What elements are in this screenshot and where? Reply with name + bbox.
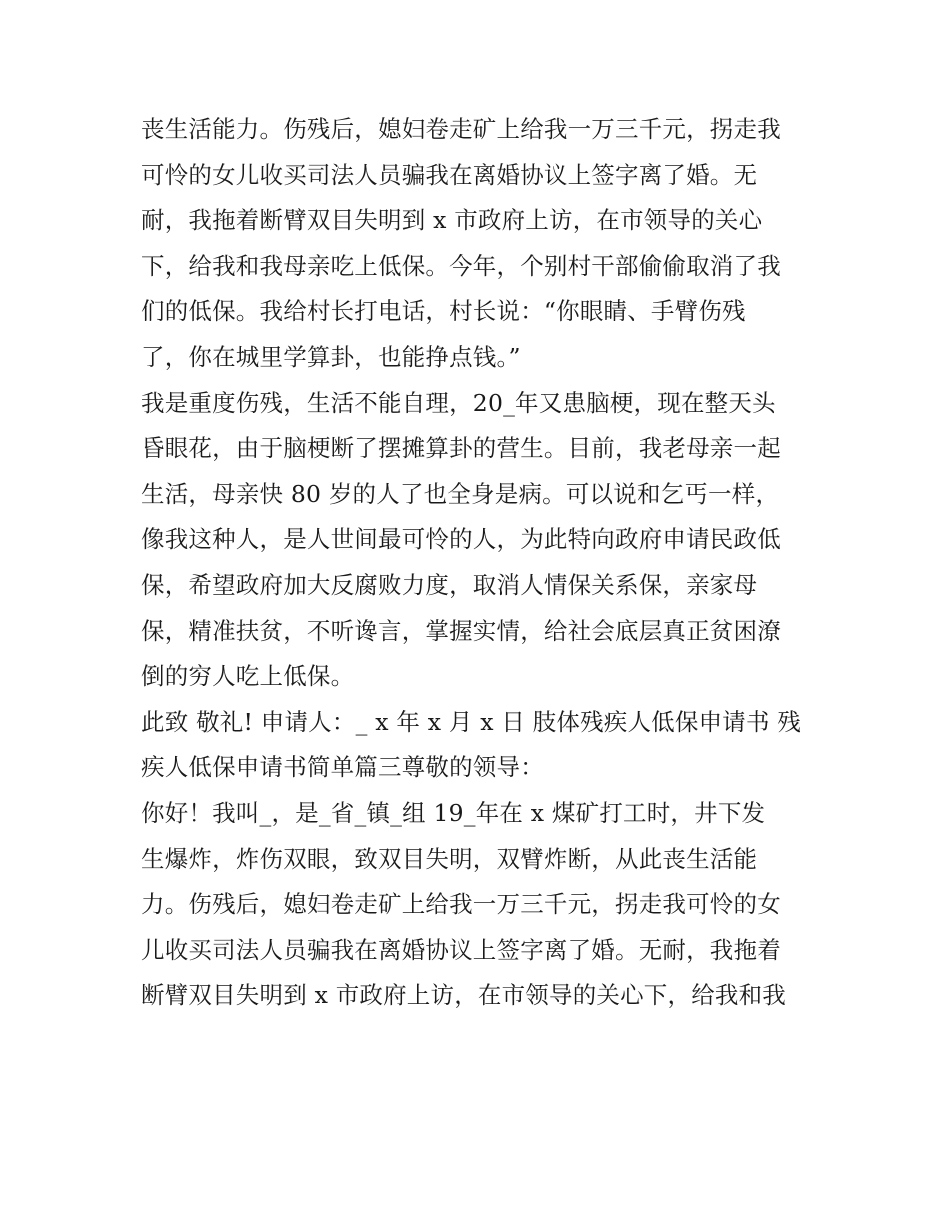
text-line: 此致 敬礼! 申请人：_ x 年 x 月 x 日 肢体残疾人低保申请书 残 (141, 707, 802, 736)
text-line: 儿收买司法人员骗我在离婚协议上签字离了婚。无耐，我拖着 (141, 935, 781, 964)
text-line: 生活，母亲快 80 岁的人了也全身是病。可以说和乞丐一样， (141, 479, 780, 508)
text-line: 可怜的女儿收买司法人员骗我在离婚协议上签字离了婚。无 (141, 160, 758, 189)
text-line: 你好！我叫_，是_省_镇_组 19_年在 x 煤矿打工时，井下发 (141, 798, 766, 827)
body-text (141, 107, 821, 1019)
text-line: 丧生活能力。伤残后，媳妇卷走矿上给我一万三千元，拐走我 (141, 115, 781, 143)
text-line: 断臂双目失明到 x 市政府上访，在市领导的关心下，给我和我 (141, 981, 786, 1010)
text-line: 耐，我拖着断臂双目失明到 x 市政府上访，在市领导的关心 (141, 206, 763, 235)
text-line: 了，你在城里学算卦，也能挣点钱。” (141, 342, 521, 371)
text-line: 疾人低保申请书简单篇三尊敬的领导： (141, 753, 544, 782)
text-line: 保，精准扶贫，不听谗言，掌握实情，给社会底层真正贫困潦 (141, 616, 781, 645)
text-line: 昏眼花，由于脑梗断了摆摊算卦的营生。目前，我老母亲一起 (141, 434, 781, 463)
text-line: 下，给我和我母亲吃上低保。今年，个别村干部偷偷取消了我 (141, 251, 781, 280)
text-line: 保，希望政府加大反腐败力度，取消人情保关系保，亲家母 (141, 570, 758, 599)
text-line: 我是重度伤残，生活不能自理，20_年又患脑梗，现在整天头 (141, 388, 776, 417)
text-line: 像我这种人，是人世间最可怜的人，为此特向政府申请民政低 (141, 525, 781, 554)
text-line: 倒的穷人吃上低保。 (141, 662, 355, 691)
text-line: 生爆炸，炸伤双眼，致双目失明，双臂炸断，从此丧生活能 (141, 844, 758, 873)
text-line: 力。伤残后，媳妇卷走矿上给我一万三千元，拐走我可怜的女 (141, 890, 781, 919)
text-line: 们的低保。我给村长打电话，村长说：“你眼睛、手臂伤残 (141, 297, 746, 326)
